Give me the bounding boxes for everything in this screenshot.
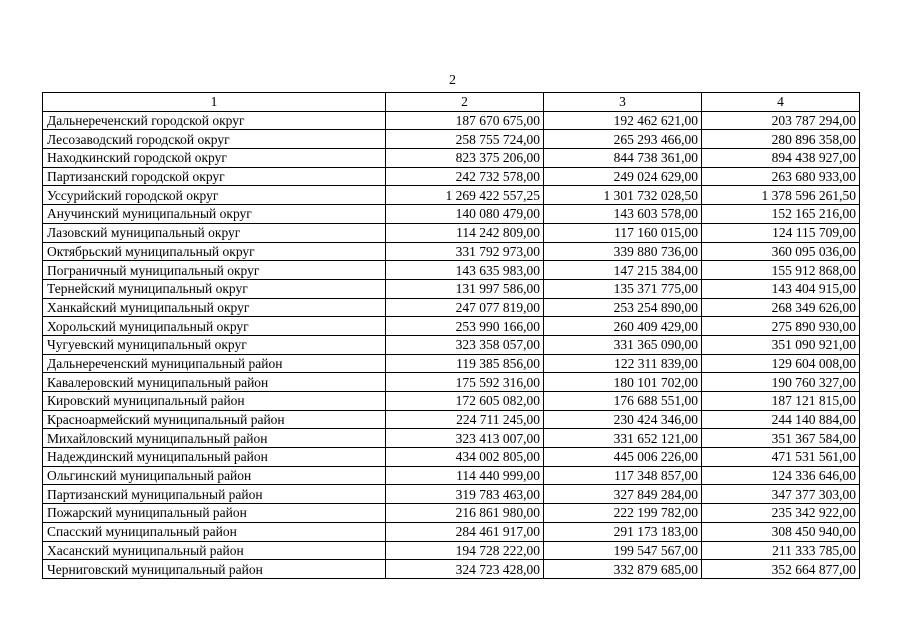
municipality-name-cell: Чугуевский муниципальный округ (43, 335, 386, 354)
amount-cell-col-4: 124 336 646,00 (702, 466, 860, 485)
amount-cell-col-2: 114 242 809,00 (386, 223, 544, 242)
amount-cell-col-3: 135 371 775,00 (544, 279, 702, 298)
amount-cell-col-4: 190 760 327,00 (702, 373, 860, 392)
table-row (43, 111, 860, 130)
amount-cell-col-4: 351 090 921,00 (702, 335, 860, 354)
amount-cell-col-3: 147 215 384,00 (544, 261, 702, 280)
municipality-name-cell: Лазовский муниципальный округ (43, 223, 386, 242)
amount-cell-col-2: 194 728 222,00 (386, 541, 544, 560)
amount-cell-col-2: 143 635 983,00 (386, 261, 544, 280)
amount-cell-col-4: 203 787 294,00 (702, 111, 860, 130)
table-row (43, 167, 860, 186)
amount-cell-col-4: 268 349 626,00 (702, 298, 860, 317)
amount-cell-col-3: 445 006 226,00 (544, 448, 702, 467)
table-row (43, 485, 860, 504)
amount-cell-col-3: 117 348 857,00 (544, 466, 702, 485)
municipality-name-cell: Красноармейский муниципальный район (43, 410, 386, 429)
amount-cell-col-2: 324 723 428,00 (386, 560, 544, 579)
municipality-name-cell: Лесозаводский городской округ (43, 130, 386, 149)
municipality-name-cell: Ольгинский муниципальный район (43, 466, 386, 485)
amount-cell-col-4: 235 342 922,00 (702, 504, 860, 523)
municipality-name-cell: Кавалеровский муниципальный район (43, 373, 386, 392)
amount-cell-col-3: 192 462 621,00 (544, 111, 702, 130)
amount-cell-col-4: 894 438 927,00 (702, 149, 860, 168)
amount-cell-col-2: 258 755 724,00 (386, 130, 544, 149)
amount-cell-col-2: 323 413 007,00 (386, 429, 544, 448)
amount-cell-col-2: 131 997 586,00 (386, 279, 544, 298)
amount-cell-col-3: 260 409 429,00 (544, 317, 702, 336)
amount-cell-col-4: 263 680 933,00 (702, 167, 860, 186)
amount-cell-col-3: 1 301 732 028,50 (544, 186, 702, 205)
amount-cell-col-3: 265 293 466,00 (544, 130, 702, 149)
amount-cell-col-3: 253 254 890,00 (544, 298, 702, 317)
amount-cell-col-3: 291 173 183,00 (544, 522, 702, 541)
table-row (43, 335, 860, 354)
table-header-row (43, 93, 860, 112)
amount-cell-col-3: 339 880 736,00 (544, 242, 702, 261)
amount-cell-col-2: 331 792 973,00 (386, 242, 544, 261)
amount-cell-col-3: 249 024 629,00 (544, 167, 702, 186)
amount-cell-col-4: 152 165 216,00 (702, 205, 860, 224)
municipality-name-cell: Михайловский муниципальный район (43, 429, 386, 448)
municipality-name-cell: Хорольский муниципальный округ (43, 317, 386, 336)
table-row (43, 466, 860, 485)
municipality-name-cell: Тернейский муниципальный округ (43, 279, 386, 298)
column-header-2: 2 (386, 93, 544, 112)
amount-cell-col-2: 253 990 166,00 (386, 317, 544, 336)
table-row (43, 448, 860, 467)
amount-cell-col-4: 352 664 877,00 (702, 560, 860, 579)
amount-cell-col-3: 230 424 346,00 (544, 410, 702, 429)
amount-cell-col-2: 323 358 057,00 (386, 335, 544, 354)
table-row (43, 560, 860, 579)
amount-cell-col-3: 331 365 090,00 (544, 335, 702, 354)
table-row (43, 410, 860, 429)
column-header-3: 3 (544, 93, 702, 112)
amount-cell-col-2: 242 732 578,00 (386, 167, 544, 186)
amount-cell-col-2: 224 711 245,00 (386, 410, 544, 429)
table-row (43, 354, 860, 373)
column-header-1: 1 (43, 93, 386, 112)
municipality-name-cell: Дальнереченский муниципальный район (43, 354, 386, 373)
amount-cell-col-4: 129 604 008,00 (702, 354, 860, 373)
amount-cell-col-2: 1 269 422 557,25 (386, 186, 544, 205)
amount-cell-col-2: 175 592 316,00 (386, 373, 544, 392)
amount-cell-col-3: 844 738 361,00 (544, 149, 702, 168)
amount-cell-col-3: 199 547 567,00 (544, 541, 702, 560)
amount-cell-col-2: 284 461 917,00 (386, 522, 544, 541)
table-row (43, 373, 860, 392)
table-row (43, 130, 860, 149)
amount-cell-col-3: 180 101 702,00 (544, 373, 702, 392)
table-row (43, 186, 860, 205)
amount-cell-col-3: 331 652 121,00 (544, 429, 702, 448)
table-row (43, 298, 860, 317)
municipality-name-cell: Спасский муниципальный район (43, 522, 386, 541)
amount-cell-col-2: 247 077 819,00 (386, 298, 544, 317)
municipality-name-cell: Пожарский муниципальный район (43, 504, 386, 523)
amount-cell-col-4: 347 377 303,00 (702, 485, 860, 504)
amount-cell-col-2: 119 385 856,00 (386, 354, 544, 373)
table-row (43, 392, 860, 411)
amount-cell-col-4: 1 378 596 261,50 (702, 186, 860, 205)
table-row (43, 522, 860, 541)
amount-cell-col-2: 172 605 082,00 (386, 392, 544, 411)
municipality-name-cell: Надеждинский муниципальный район (43, 448, 386, 467)
amount-cell-col-4: 471 531 561,00 (702, 448, 860, 467)
municipality-name-cell: Уссурийский городской округ (43, 186, 386, 205)
budget-table (42, 92, 860, 579)
amount-cell-col-4: 187 121 815,00 (702, 392, 860, 411)
table-row (43, 223, 860, 242)
amount-cell-col-4: 124 115 709,00 (702, 223, 860, 242)
amount-cell-col-2: 114 440 999,00 (386, 466, 544, 485)
municipality-name-cell: Кировский муниципальный район (43, 392, 386, 411)
amount-cell-col-3: 332 879 685,00 (544, 560, 702, 579)
amount-cell-col-2: 187 670 675,00 (386, 111, 544, 130)
table-row (43, 429, 860, 448)
amount-cell-col-3: 327 849 284,00 (544, 485, 702, 504)
amount-cell-col-3: 222 199 782,00 (544, 504, 702, 523)
amount-cell-col-2: 434 002 805,00 (386, 448, 544, 467)
table-row (43, 205, 860, 224)
table-row (43, 242, 860, 261)
municipality-name-cell: Октябрьский муниципальный округ (43, 242, 386, 261)
amount-cell-col-4: 280 896 358,00 (702, 130, 860, 149)
amount-cell-col-4: 308 450 940,00 (702, 522, 860, 541)
amount-cell-col-2: 216 861 980,00 (386, 504, 544, 523)
amount-cell-col-3: 122 311 839,00 (544, 354, 702, 373)
amount-cell-col-3: 176 688 551,00 (544, 392, 702, 411)
table-row (43, 279, 860, 298)
table-row (43, 504, 860, 523)
amount-cell-col-4: 244 140 884,00 (702, 410, 860, 429)
column-header-4: 4 (702, 93, 860, 112)
table-body (43, 111, 860, 578)
municipality-name-cell: Черниговский муниципальный район (43, 560, 386, 579)
municipality-name-cell: Пограничный муниципальный округ (43, 261, 386, 280)
amount-cell-col-4: 155 912 868,00 (702, 261, 860, 280)
amount-cell-col-4: 351 367 584,00 (702, 429, 860, 448)
municipality-name-cell: Хасанский муниципальный район (43, 541, 386, 560)
page-number: 2 (449, 73, 456, 88)
municipality-name-cell: Партизанский городской округ (43, 167, 386, 186)
municipality-name-cell: Дальнереченский городской округ (43, 111, 386, 130)
amount-cell-col-2: 140 080 479,00 (386, 205, 544, 224)
municipality-name-cell: Находкинский городской округ (43, 149, 386, 168)
amount-cell-col-4: 211 333 785,00 (702, 541, 860, 560)
table-row (43, 317, 860, 336)
table-row (43, 541, 860, 560)
municipality-name-cell: Анучинский муниципальный округ (43, 205, 386, 224)
amount-cell-col-2: 319 783 463,00 (386, 485, 544, 504)
municipality-name-cell: Ханкайский муниципальный округ (43, 298, 386, 317)
table-row (43, 149, 860, 168)
municipality-name-cell: Партизанский муниципальный район (43, 485, 386, 504)
amount-cell-col-3: 117 160 015,00 (544, 223, 702, 242)
table-row (43, 261, 860, 280)
amount-cell-col-4: 360 095 036,00 (702, 242, 860, 261)
amount-cell-col-2: 823 375 206,00 (386, 149, 544, 168)
amount-cell-col-4: 275 890 930,00 (702, 317, 860, 336)
amount-cell-col-3: 143 603 578,00 (544, 205, 702, 224)
amount-cell-col-4: 143 404 915,00 (702, 279, 860, 298)
